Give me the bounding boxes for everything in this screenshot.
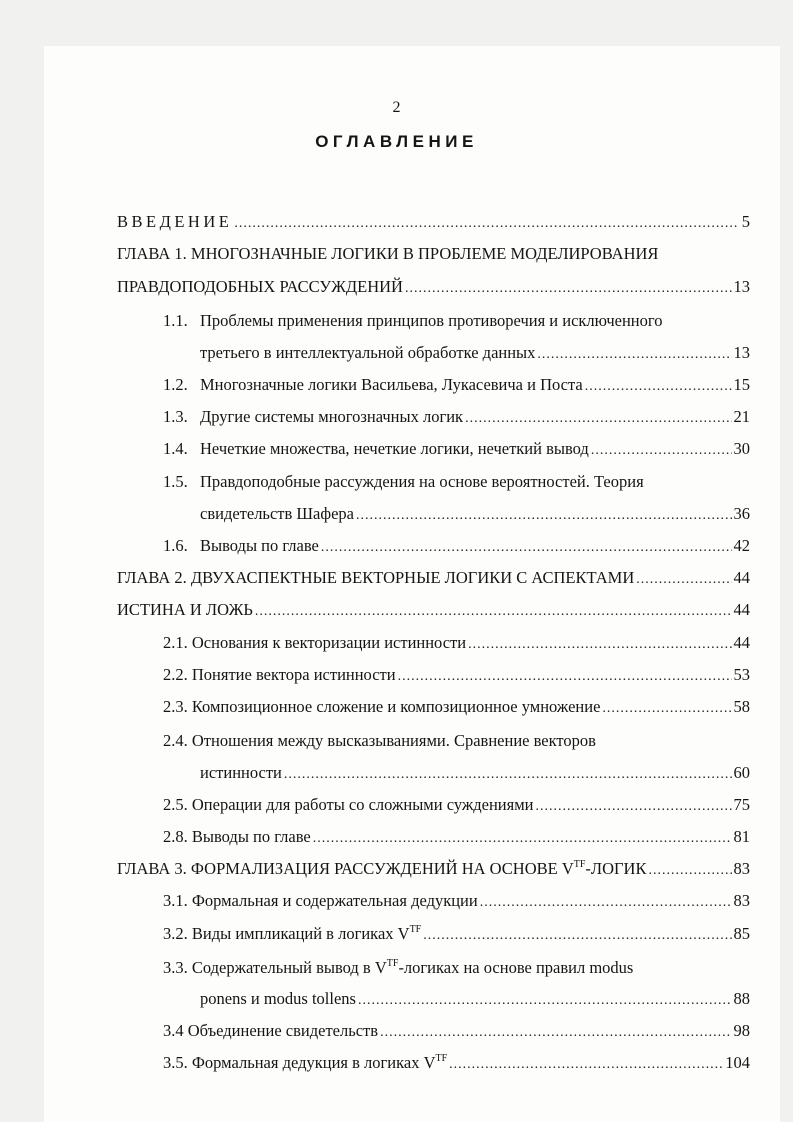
- toc-page-number: 75: [733, 795, 750, 814]
- leader-dots: [480, 892, 732, 914]
- section-number: 1.2.: [163, 375, 188, 394]
- toc-entry-1-5-cont[interactable]: [200, 503, 750, 527]
- leader-dots: [405, 278, 732, 300]
- toc-entry-text: [117, 858, 646, 880]
- toc-page-number: 36: [733, 504, 750, 523]
- toc-entry-1-2[interactable]: [163, 374, 750, 398]
- toc-entry-3-1[interactable]: [163, 890, 750, 914]
- toc-entry-text: 2.1. Основания к векторизации истинности: [163, 633, 467, 652]
- toc-entry-2-4[interactable]: [163, 730, 750, 752]
- toc-entry-text: 2.3. Композиционное сложение и композиционное умножение: [163, 697, 601, 716]
- toc-entry-chapter-3[interactable]: [117, 858, 750, 882]
- toc-entry-3-4[interactable]: [163, 1020, 750, 1044]
- toc-entry-3-5[interactable]: [163, 1052, 750, 1076]
- leader-dots: [398, 666, 732, 688]
- toc-entry-2-8[interactable]: [163, 826, 750, 850]
- toc-page-number: 42: [733, 536, 750, 555]
- toc-entry-1-6[interactable]: [163, 535, 750, 559]
- toc-page-number: 15: [733, 375, 750, 394]
- section-number: 1.3.: [163, 407, 188, 426]
- leader-dots: [380, 1022, 731, 1044]
- toc-entry-3-3-cont[interactable]: [200, 988, 750, 1012]
- toc-entry-3-3[interactable]: [163, 957, 750, 979]
- toc-page-number: 83: [733, 859, 750, 878]
- toc-entry-text: свидетельств Шафера: [200, 504, 354, 523]
- toc-page-number: 30: [733, 439, 750, 458]
- leader-dots: [313, 828, 732, 850]
- leader-dots: [468, 634, 731, 656]
- leader-dots: [465, 408, 731, 430]
- toc-entry-text: 3.1. Формальная и содержательная дедукции: [163, 891, 478, 910]
- toc-page-number: 13: [733, 343, 750, 362]
- toc-page-number: 104: [725, 1053, 750, 1072]
- toc-page-number: 44: [733, 633, 750, 652]
- section-number: 1.5.: [163, 472, 188, 491]
- toc-entry-1-4[interactable]: [163, 438, 750, 462]
- section-number: 1.4.: [163, 439, 188, 458]
- toc-entry-text: Многозначные логики Васильева, Лукасевича и Поста: [200, 375, 583, 394]
- toc-entry-chapter-2[interactable]: [117, 567, 750, 591]
- toc-page-number: 44: [733, 568, 750, 587]
- toc-page-number: 60: [733, 763, 750, 782]
- toc-entry-text: 2.8. Выводы по главе: [163, 827, 311, 846]
- text-part: 3.5. Формальная дедукция в логиках V: [163, 1053, 436, 1072]
- toc-page-number: 53: [733, 665, 750, 684]
- superscript: TF: [573, 859, 586, 870]
- toc-page-number: 85: [733, 924, 750, 943]
- superscript: TF: [409, 924, 422, 935]
- toc-entry-text: Выводы по главе: [200, 536, 319, 555]
- toc-entry-text: Проблемы применения принципов противоречия и исключенного: [200, 311, 663, 330]
- toc-entry-text: 2.5. Операции для работы со сложными суждениями: [163, 795, 534, 814]
- section-number: 1.6.: [163, 536, 188, 555]
- toc-page-number: 13: [733, 277, 750, 296]
- leader-dots: [536, 796, 732, 818]
- toc-entry-2-5[interactable]: [163, 794, 750, 818]
- toc-entry-text: ponens и modus tollens: [200, 989, 356, 1008]
- leader-dots: [585, 376, 732, 398]
- leader-dots: [449, 1054, 723, 1076]
- superscript: TF: [386, 958, 399, 969]
- toc-page-number: 83: [733, 891, 750, 910]
- section-number: 1.1.: [163, 311, 188, 330]
- toc-entry-text: ГЛАВА 1. МНОГОЗНАЧНЫЕ ЛОГИКИ В ПРОБЛЕМЕ МОДЕЛИРОВАНИЯ: [117, 244, 659, 263]
- toc-entry-text: 2.2. Понятие вектора истинности: [163, 665, 396, 684]
- leader-dots: [255, 601, 732, 623]
- toc-entry-text: третьего в интеллектуальной обработке данных: [200, 343, 536, 362]
- leader-dots: [537, 344, 731, 366]
- toc-entry-1-5[interactable]: [163, 471, 750, 493]
- toc-entry-chapter-1-cont[interactable]: [117, 276, 750, 300]
- toc-entry-text: ПРАВДОПОДОБНЫХ РАССУЖДЕНИЙ: [117, 277, 403, 296]
- text-part: 3.3. Содержательный вывод в V: [163, 958, 387, 977]
- toc-entry-2-2[interactable]: [163, 664, 750, 688]
- toc-entry-3-2[interactable]: [163, 923, 750, 947]
- toc-page-number: 5: [741, 212, 750, 231]
- text-part: 3.2. Виды импликаций в логиках V: [163, 924, 410, 943]
- toc-entry-text: ВВЕДЕНИЕ: [117, 212, 233, 231]
- leader-dots: [423, 925, 731, 947]
- toc-page-number: 58: [733, 697, 750, 716]
- toc-page-number: 88: [733, 989, 750, 1008]
- leader-dots: [358, 990, 732, 1012]
- leader-dots: [234, 213, 738, 235]
- toc-entry-chapter-1[interactable]: [117, 243, 750, 265]
- toc-entry-text: [163, 957, 633, 979]
- toc-entry-intro[interactable]: [117, 211, 750, 235]
- toc-entry-1-3[interactable]: [163, 406, 750, 430]
- leader-dots: [321, 537, 732, 559]
- toc-entry-text: ИСТИНА И ЛОЖЬ: [117, 600, 253, 619]
- leader-dots: [648, 860, 731, 882]
- toc-entry-2-1[interactable]: [163, 632, 750, 656]
- leader-dots: [636, 569, 731, 591]
- text-part: -логиках на основе правил modus: [398, 958, 634, 977]
- toc-page-number: 81: [733, 827, 750, 846]
- leader-dots: [356, 505, 732, 527]
- toc-entry-chapter-2-cont[interactable]: [117, 599, 750, 623]
- superscript: TF: [435, 1053, 448, 1064]
- toc-entry-text: Нечеткие множества, нечеткие логики, нечеткий вывод: [200, 439, 589, 458]
- toc-entry-text: [163, 923, 421, 945]
- page-title: ОГЛАВЛЕНИЕ: [315, 132, 478, 151]
- toc-entry-2-3[interactable]: [163, 696, 750, 720]
- leader-dots: [602, 698, 731, 720]
- text-part: ГЛАВА 3. ФОРМАЛИЗАЦИЯ РАССУЖДЕНИЙ НА ОСНОВЕ V: [117, 859, 574, 878]
- toc-entry-text: Другие системы многозначных логик: [200, 407, 464, 426]
- toc-entry-text: истинности: [200, 763, 282, 782]
- toc-entry-text: 3.4 Объединение свидетельств: [163, 1021, 379, 1040]
- text-part: -ЛОГИК: [585, 859, 647, 878]
- toc-page-number: 21: [733, 407, 750, 426]
- toc-page-number: 44: [733, 600, 750, 619]
- toc-entry-1-1-cont[interactable]: [200, 342, 750, 366]
- page-number: 2: [392, 99, 401, 116]
- toc-entry-text: ГЛАВА 2. ДВУХАСПЕКТНЫЕ ВЕКТОРНЫЕ ЛОГИКИ С АСПЕКТАМИ: [117, 568, 635, 587]
- leader-dots: [284, 764, 732, 786]
- toc-entry-text: 2.4. Отношения между высказываниями. Сравнение векторов: [163, 731, 596, 750]
- toc-entry-text: Правдоподобные рассуждения на основе вероятностей. Теория: [200, 472, 644, 491]
- toc-entry-text: [163, 1052, 447, 1074]
- toc-entry-2-4-cont[interactable]: [200, 762, 750, 786]
- leader-dots: [591, 440, 732, 462]
- toc-page-number: 98: [733, 1021, 750, 1040]
- toc-entry-1-1[interactable]: [163, 310, 750, 332]
